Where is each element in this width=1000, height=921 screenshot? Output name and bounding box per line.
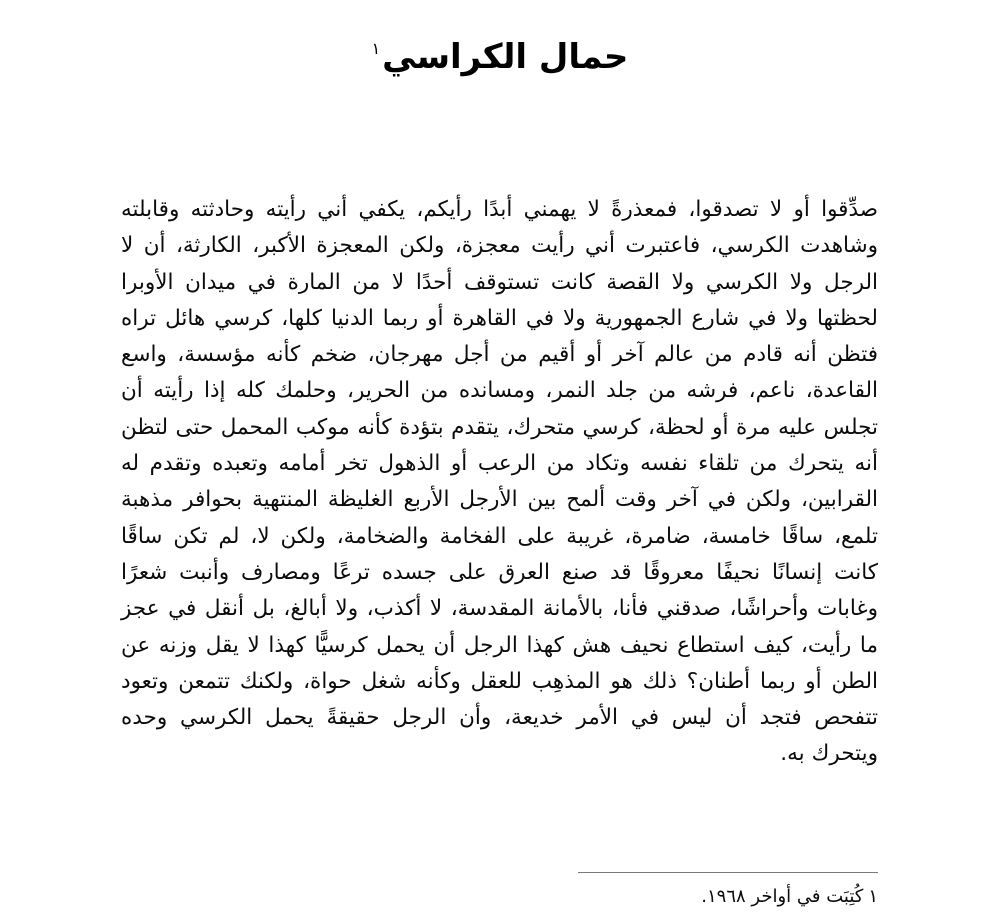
- body-block: [121, 192, 878, 773]
- footnote-marker: ١: [868, 886, 878, 907]
- title-footnote-marker: ١: [371, 38, 381, 58]
- body-paragraph: صدِّقوا أو لا تصدقوا، فمعذرةً لا يهمني أبدًا رأيكم، يكفي أني رأيته وحادثته وقابلته وشاهدت الكرسي، فاعتبرت أني رأيت معجزة، ولكن المعجزة الأكبر، الكارثة، أن لا الرجل ولا الكرسي ولا القصة كانت تستوقف أحدًا لا من المارة في ميدان الأوبرا لحظتها ولا في شارع الجمهورية ولا في القاهرة أو ربما الدنيا كلها، كرسي هائل تراه فتظن أنه قادم من عالم آخر أو أقيم من أجل مهرجان، ضخم كأنه مؤسسة، واسع القاعدة، ناعم، فرشه من جلد النمر، ومسانده من الحرير، وحلمك كله إذا رأيته أن تجلس عليه مرة أو لحظة، كرسي متحرك، يتقدم بتؤدة كأنه موكب المحمل حتى لتظن أنه يتحرك من تلقاء نفسه وتكاد من الرعب أو الذهول تخر أمامه وتعبده وتقدم له القرابين، ولكن في آخر وقت ألمح بين الأرجل الأربع الغليظة المنتهية بحوافر مذهبة تلمع، ساقًا خامسة، ضامرة، غريبة على الفخامة والضخامة، ولكن لا، لم تكن ساقًا كانت إنسانًا نحيفًا معروقًا قد صنع العرق على جسده ترعًا ومصارف وأنبت شعرًا وغابات وأحراشًا، صدقني فأنا، بالأمانة المقدسة، لا أكذب، ولا أبالغ، بل أنقل في عجز ما رأيت، كيف استطاع نحيف هش كهذا الرجل أن يحمل كرسيًّا كهذا لا يقل وزنه عن الطن أو ربما أطنان؟ ذلك هو المذهِب للعقل وكأنه شغل حواة، ولكنك تتمعن وتعود تتفحص فتجد أن ليس في الأمر خديعة، وأن الرجل حقيقةً يحمل الكرسي وحده ويتحرك به.: [121, 197, 878, 767]
- footnote-entry: [578, 885, 878, 909]
- page-title-text: حمال الكراسي: [382, 36, 629, 77]
- footnote-text: كُتِبَت في أواخر ١٩٦٨.: [701, 886, 864, 907]
- title-block: [0, 12, 1000, 102]
- footnote-separator-rule: [578, 872, 878, 873]
- footnote-block: [578, 872, 878, 909]
- page-title: [372, 35, 629, 79]
